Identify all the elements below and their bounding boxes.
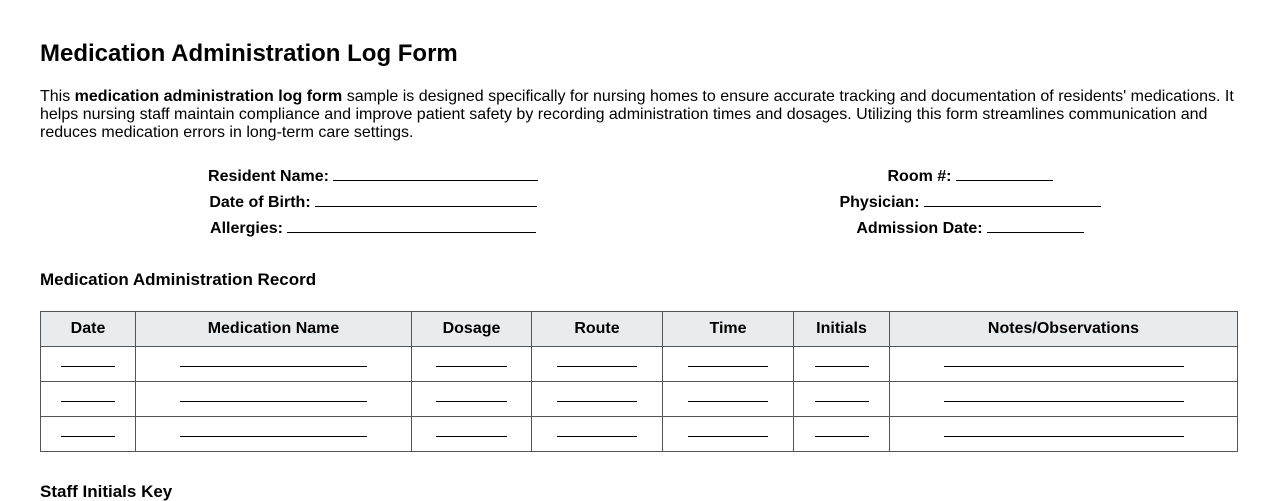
date-cell[interactable] bbox=[41, 417, 136, 452]
allergies-field[interactable] bbox=[287, 216, 536, 233]
route-cell[interactable] bbox=[532, 417, 663, 452]
medication-table bbox=[40, 311, 1238, 452]
intro-bold: medication administration log form bbox=[74, 88, 343, 105]
physician-label: Physician: bbox=[839, 194, 920, 211]
table-row bbox=[41, 382, 1238, 417]
col-date: Date bbox=[41, 312, 136, 347]
notes-cell[interactable] bbox=[890, 347, 1238, 382]
allergies-row bbox=[190, 216, 556, 242]
admission-date-field[interactable] bbox=[987, 216, 1084, 233]
blank-line bbox=[557, 435, 637, 437]
record-section-title: Medication Administration Record bbox=[40, 270, 317, 289]
route-cell[interactable] bbox=[532, 347, 663, 382]
admission-date-row bbox=[820, 216, 1120, 242]
resident-info-left bbox=[190, 164, 556, 242]
time-cell[interactable] bbox=[663, 382, 794, 417]
dosage-cell[interactable] bbox=[412, 382, 532, 417]
physician-row bbox=[820, 190, 1120, 216]
blank-line bbox=[688, 365, 768, 367]
date-of-birth-label: Date of Birth: bbox=[209, 194, 311, 211]
col-time: Time bbox=[663, 312, 794, 347]
room-row bbox=[820, 164, 1120, 190]
resident-name-label: Resident Name: bbox=[208, 168, 329, 185]
page-title: Medication Administration Log Form bbox=[40, 40, 458, 67]
col-route: Route bbox=[532, 312, 663, 347]
initials-cell[interactable] bbox=[794, 347, 890, 382]
physician-field[interactable] bbox=[924, 190, 1101, 207]
blank-line bbox=[180, 400, 367, 402]
resident-info-right bbox=[820, 164, 1120, 242]
room-label: Room #: bbox=[887, 168, 952, 185]
blank-line bbox=[61, 365, 115, 367]
initials-cell[interactable] bbox=[794, 382, 890, 417]
initials-cell[interactable] bbox=[794, 417, 890, 452]
room-field[interactable] bbox=[956, 164, 1053, 181]
notes-cell[interactable] bbox=[890, 382, 1238, 417]
blank-line bbox=[688, 435, 768, 437]
blank-line bbox=[815, 365, 869, 367]
staff-key-section-title: Staff Initials Key bbox=[40, 482, 173, 501]
date-cell[interactable] bbox=[41, 347, 136, 382]
col-notes: Notes/Observations bbox=[890, 312, 1238, 347]
blank-line bbox=[944, 435, 1184, 437]
blank-line bbox=[944, 400, 1184, 402]
blank-line bbox=[180, 435, 367, 437]
medication-name-cell[interactable] bbox=[136, 417, 412, 452]
date-of-birth-row bbox=[190, 190, 556, 216]
notes-cell[interactable] bbox=[890, 417, 1238, 452]
table-row bbox=[41, 417, 1238, 452]
dosage-cell[interactable] bbox=[412, 347, 532, 382]
blank-line bbox=[815, 400, 869, 402]
blank-line bbox=[61, 435, 115, 437]
route-cell[interactable] bbox=[532, 382, 663, 417]
table-row bbox=[41, 347, 1238, 382]
table-header-row bbox=[41, 312, 1238, 347]
blank-line bbox=[815, 435, 869, 437]
date-cell[interactable] bbox=[41, 382, 136, 417]
blank-line bbox=[436, 365, 507, 367]
blank-line bbox=[688, 400, 768, 402]
blank-line bbox=[61, 400, 115, 402]
admission-date-label: Admission Date: bbox=[856, 220, 983, 237]
blank-line bbox=[180, 365, 367, 367]
blank-line bbox=[557, 400, 637, 402]
time-cell[interactable] bbox=[663, 347, 794, 382]
intro-prefix: This bbox=[40, 88, 75, 105]
col-medication-name: Medication Name bbox=[136, 312, 412, 347]
time-cell[interactable] bbox=[663, 417, 794, 452]
resident-name-field[interactable] bbox=[333, 164, 538, 181]
allergies-label: Allergies: bbox=[210, 220, 283, 237]
medication-name-cell[interactable] bbox=[136, 382, 412, 417]
blank-line bbox=[436, 435, 507, 437]
intro-suffix: sample is designed specifically for nursing homes to ensure accurate tracking and documentation of residents' medications. It helps nursing staff maintain compliance and improve patient safety by recording administration times and dosages. Utilizing this form streamlines communication and reduces medication errors in long-term care settings. bbox=[40, 88, 1234, 141]
date-of-birth-field[interactable] bbox=[315, 190, 537, 207]
col-initials: Initials bbox=[794, 312, 890, 347]
intro-paragraph bbox=[40, 88, 1245, 142]
resident-name-row bbox=[190, 164, 556, 190]
blank-line bbox=[944, 365, 1184, 367]
medication-name-cell[interactable] bbox=[136, 347, 412, 382]
dosage-cell[interactable] bbox=[412, 417, 532, 452]
col-dosage: Dosage bbox=[412, 312, 532, 347]
blank-line bbox=[557, 365, 637, 367]
blank-line bbox=[436, 400, 507, 402]
